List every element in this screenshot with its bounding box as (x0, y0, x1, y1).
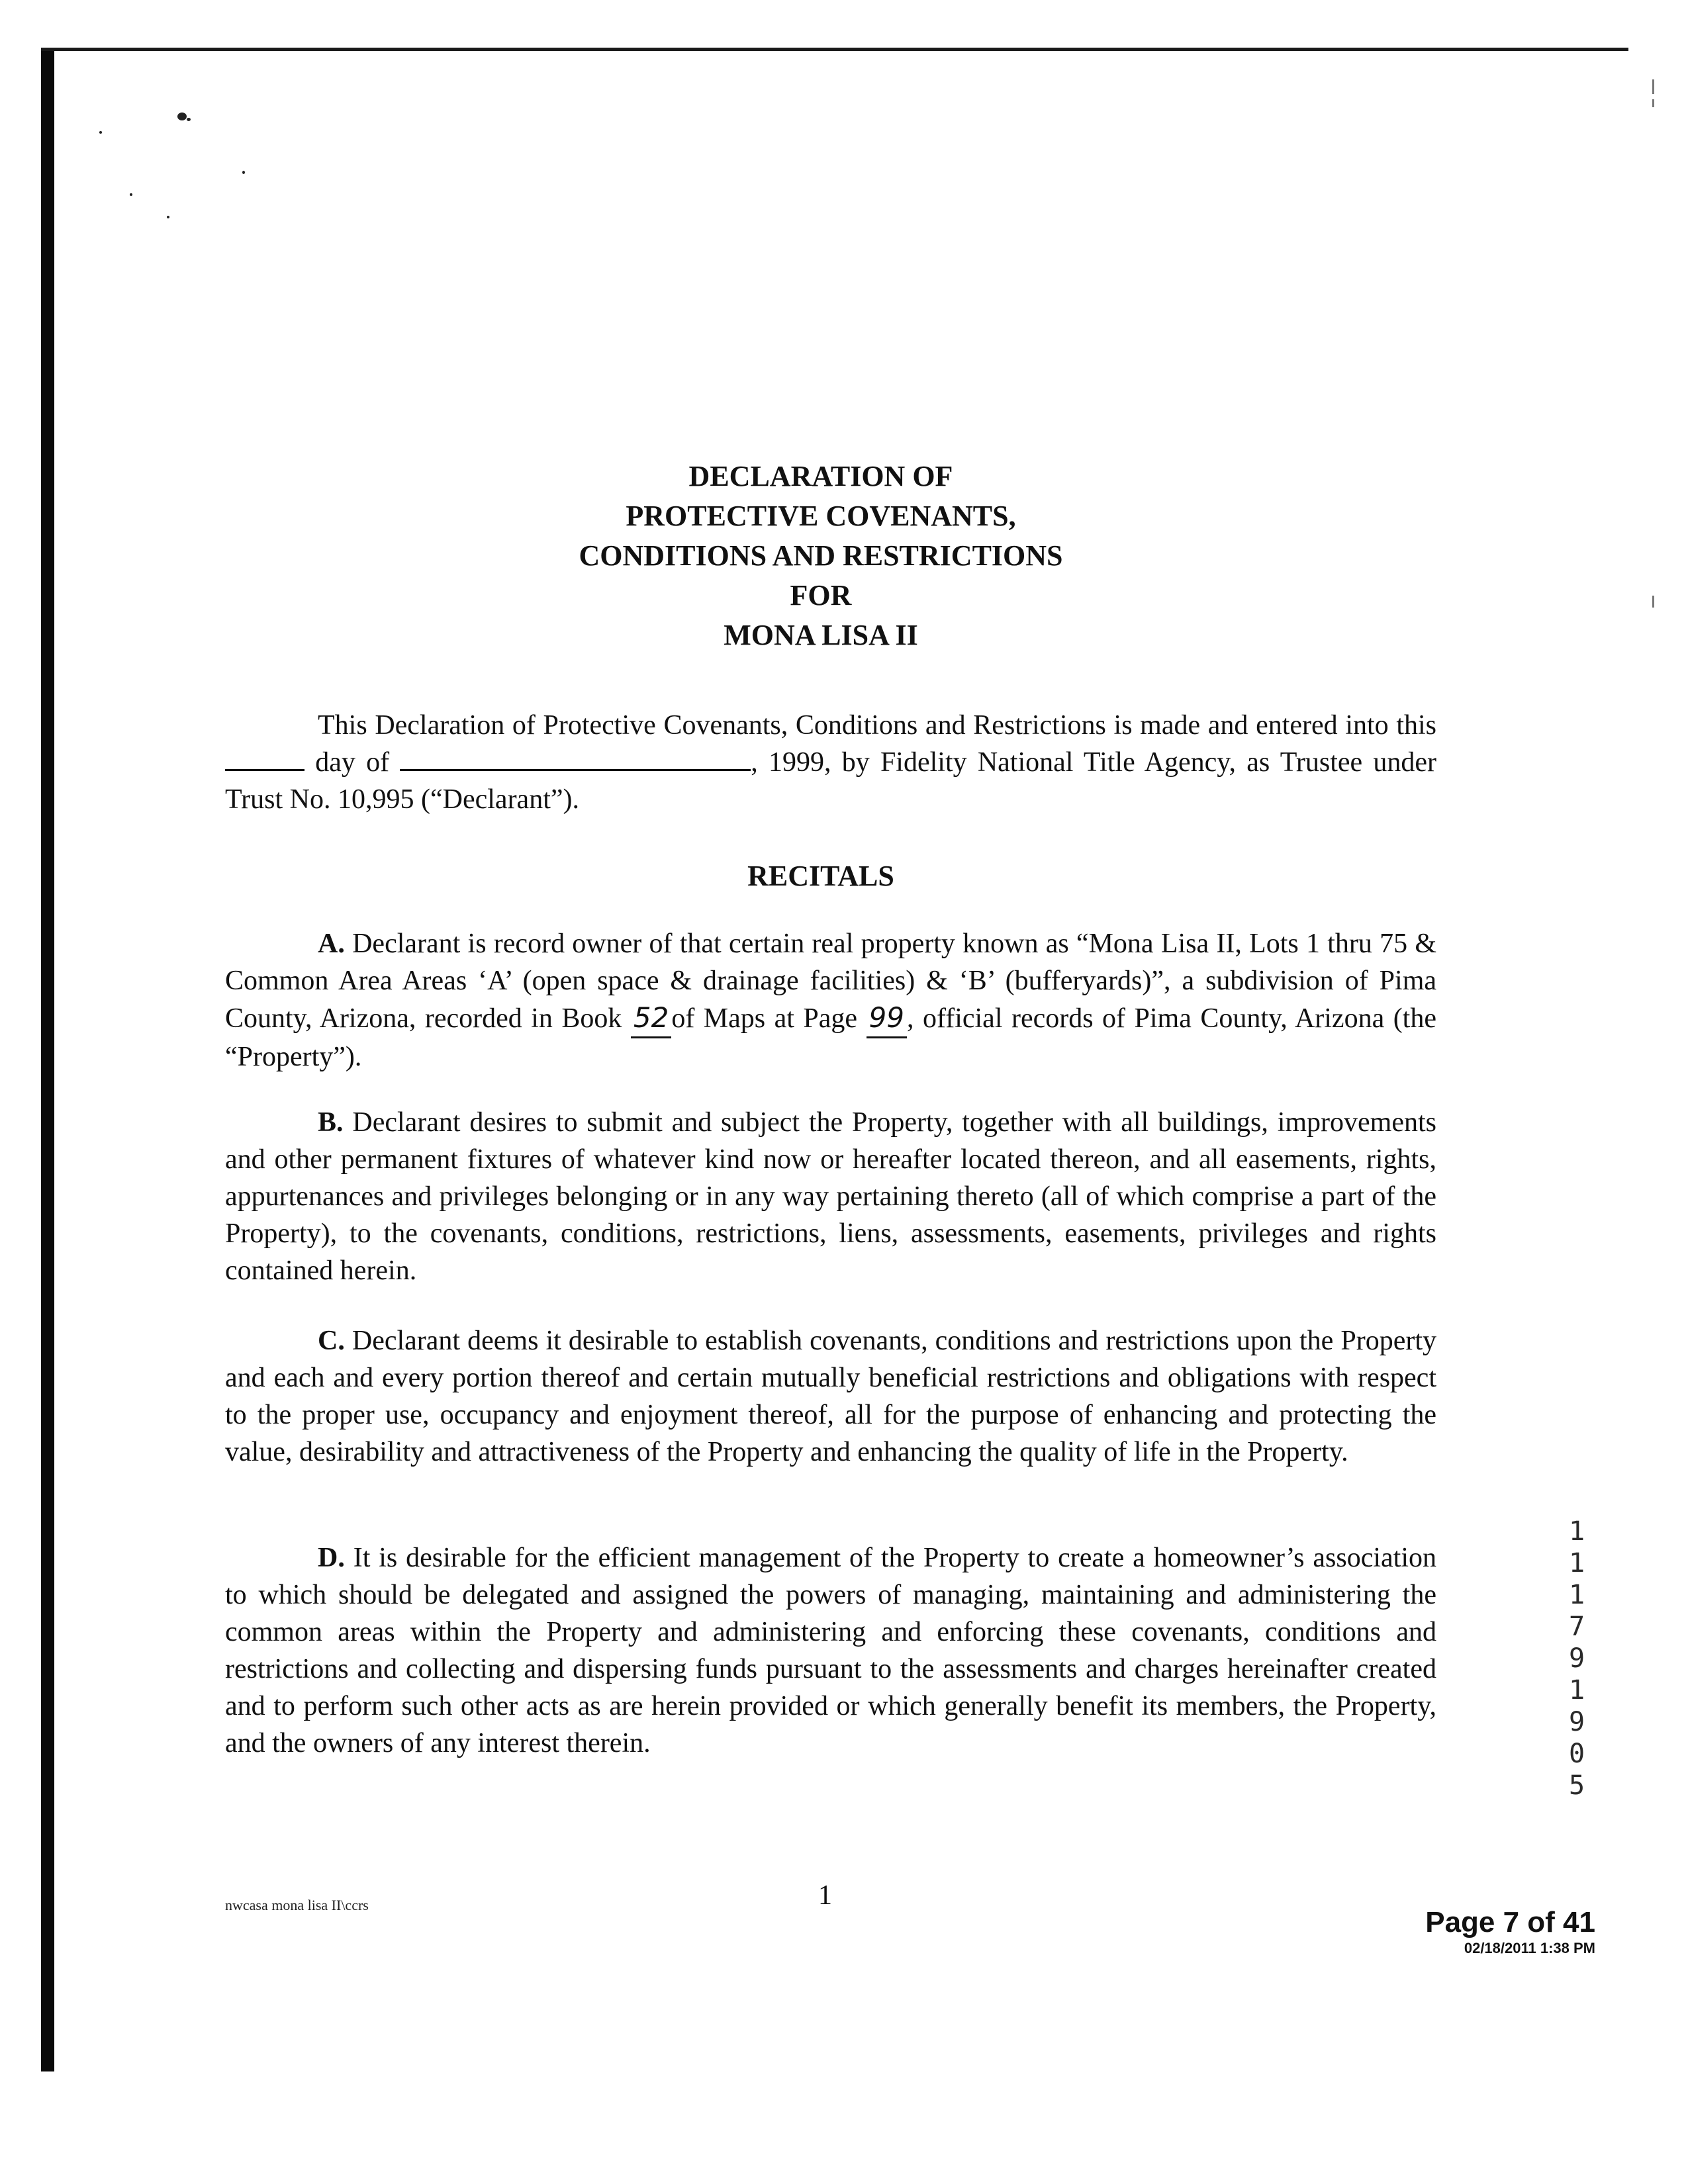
margin-digit: 5 (1568, 1770, 1585, 1801)
scan-speck (99, 131, 102, 134)
footer-page-number: 1 (818, 1880, 832, 1911)
intro-paragraph (225, 707, 1436, 818)
scan-speck (242, 171, 245, 174)
intro-text: This Declaration of Protective Covenants, Conditions and Restrictions is made and entered into this (318, 710, 1436, 741)
title-line: FOR (790, 579, 852, 612)
stamp-page-count: Page 7 of 41 (1425, 1906, 1595, 1938)
month-blank (400, 747, 751, 771)
footer-file-reference: nwcasa mona lisa II\ccrs (225, 1897, 369, 1913)
recital-b (225, 1104, 1436, 1289)
margin-digit: 1 (1568, 1675, 1585, 1706)
recital-d (225, 1539, 1436, 1762)
recital-text: of Maps at Page (671, 1003, 858, 1034)
margin-digit: 1 (1568, 1548, 1585, 1578)
scan-border-top (41, 48, 1628, 51)
scan-speck (187, 118, 191, 121)
recital-text: Declarant deems it desirable to establish covenants, conditions and restrictions upon the Property and each and every portion thereof and certain mutually beneficial restrictions and obligations with respect to the proper use, occupancy and enjoyment thereof, all for the purpose of enhancing and protecting the value, desirability and attractiveness of the Property and enhancing the quality of life in the Property. (225, 1326, 1436, 1467)
scan-border-left (41, 48, 54, 2071)
margin-digit: 0 (1568, 1739, 1585, 1769)
scan-mark-right (1652, 79, 1654, 94)
page-stamp (1350, 1906, 1595, 1958)
scan-mark-right (1652, 99, 1654, 107)
recital-c (225, 1322, 1436, 1471)
margin-digit: 9 (1568, 1707, 1585, 1737)
title-line: CONDITIONS AND RESTRICTIONS (579, 539, 1063, 572)
handwritten-book-number: 52 (631, 999, 671, 1038)
margin-digit: 7 (1568, 1612, 1585, 1642)
handwritten-page-number: 99 (867, 999, 907, 1038)
recital-text: It is desirable for the efficient management of the Property to create a homeowner’s association to which should be delegated and assigned the powers of managing, maintaining and administering the common areas within the Property and administering and enforcing these covenants, conditions and restrictions and collecting and dispersing funds pursuant to the assessments and charges hereinafter created and to perform such other acts as are herein provided or which generally benefit its members, the Property, and the owners of any interest therein. (225, 1543, 1437, 1758)
recital-text: Declarant is record owner of that certain real property known as “Mona Lisa II, Lots 1 thru 75 & Common Area Areas ‘A’ (open space & drainage facilities) & ‘B’ (bufferyards)”, a subdivision of Pima County, Arizona, recorded in Book (225, 929, 1437, 1034)
recitals-heading: RECITALS (747, 860, 894, 892)
recital-letter: D. (318, 1543, 345, 1573)
recital-letter: C. (318, 1326, 345, 1356)
scan-mark-right (1652, 596, 1654, 608)
recital-letter: B. (318, 1107, 344, 1138)
margin-digit: 1 (1568, 1580, 1585, 1610)
recital-text: , official records of Pima County, Arizona (the “Property”). (225, 1003, 1436, 1072)
day-blank (225, 747, 305, 771)
intro-text: , 1999, by Fidelity National Title Agency, as Trustee under Trust No. 10,995 (“Declarant”). (225, 747, 1436, 815)
scan-speck (130, 193, 132, 196)
document-title (0, 457, 1642, 655)
recital-text: Declarant desires to submit and subject the Property, together with all buildings, improvements and other permanent fixtures of whatever kind now or hereafter located thereon, and all easements, rights, appurtenances and privileges belonging or in any way pertaining thereto (all of which comprise a part of the Property), to the covenants, conditions, restrictions, liens, assessments, easements, privileges and rights contained herein. (225, 1107, 1436, 1286)
recital-a (225, 925, 1436, 1075)
recital-letter: A. (318, 929, 345, 959)
scan-speck (167, 216, 169, 218)
scan-speck (177, 113, 187, 120)
title-line: PROTECTIVE COVENANTS, (626, 500, 1016, 532)
title-line: DECLARATION OF (688, 460, 953, 492)
intro-text: day of (315, 747, 390, 778)
margin-digit: 1 (1568, 1516, 1585, 1547)
margin-recording-number (1564, 1516, 1590, 1801)
margin-digit: 9 (1568, 1643, 1585, 1674)
stamp-datetime: 02/18/2011 1:38 PM (1464, 1940, 1595, 1956)
title-line: MONA LISA II (724, 619, 918, 651)
